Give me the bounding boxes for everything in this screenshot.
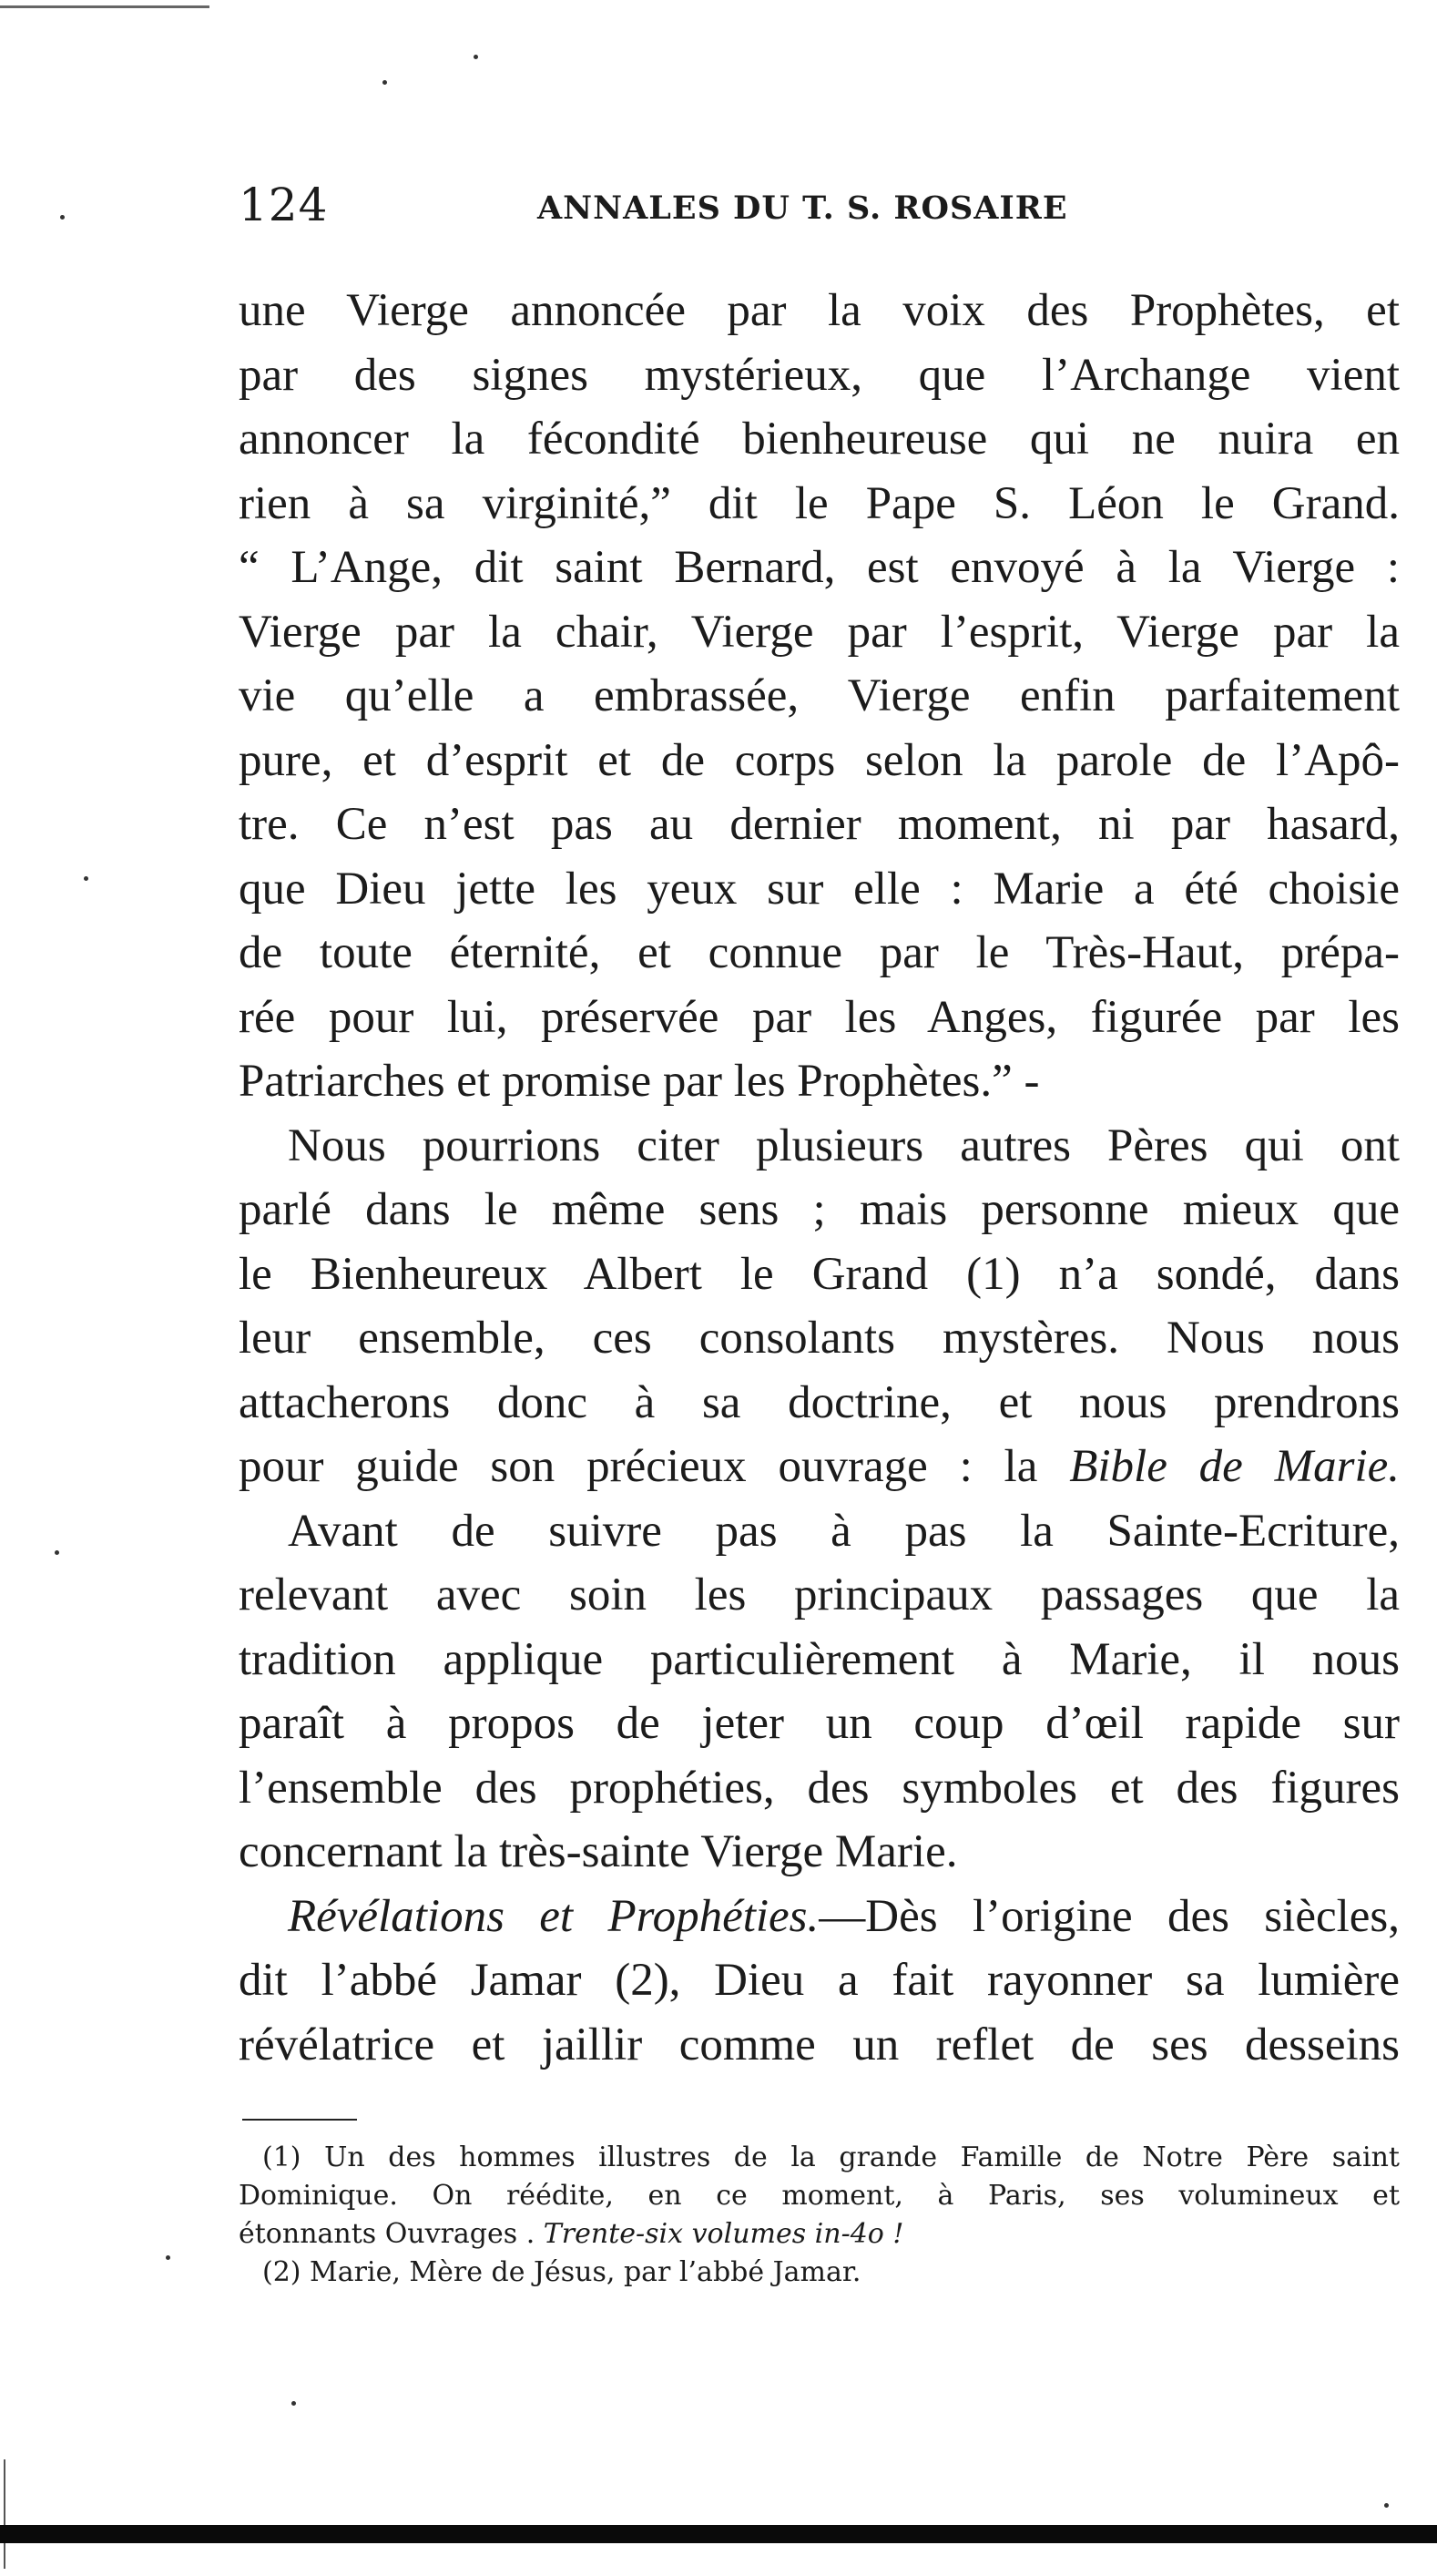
footnote-italic: Trente-six volumes in-4o ! [543,2218,904,2250]
text-segment: étonnants Ouvrages . [239,2218,535,2250]
body-text [239,279,1400,2077]
text-line: le Bienheureux Albert le Grand (1) n’a sondé, dans [239,1248,1400,1300]
text-line: dit l’abbé Jamar (2), Dieu a fait rayonner sa lumière [239,1955,1400,2006]
text-line: rien à sa virginité,” dit le Pape S. Léon le Grand. [239,477,1400,529]
text-line: par des signes mystérieux, que l’Archange vient [239,349,1400,401]
footnote-line [239,2215,1400,2254]
text-segment: pour guide son précieux ouvrage : la [239,1441,1038,1492]
scan-speck [291,2401,296,2406]
text-line: leur ensemble, ces consolants mystères. Nous nous [239,1313,1400,1364]
text-line: de toute éternité, et connue par le Très-Haut, prépa- [239,927,1400,978]
text-line [239,1435,1400,1499]
bottom-scan-bar [0,2525,1437,2543]
scan-speck [55,1550,59,1555]
book-title-italic: Bible de Marie. [1069,1441,1400,1492]
text-line: paraît à propos de jeter un coup d’œil rapide sur [239,1698,1400,1749]
scan-speck [60,215,65,220]
text-line: une Vierge annoncée par la voix des Prophètes, et [239,285,1400,336]
footnote-line: Dominique. On réédite, en ce moment, à Paris, ses volumineux et [239,2180,1400,2212]
footnote-separator-rule [242,2119,357,2121]
text-line: annoncer la fécondité bienheureuse qui ne nuira en [239,414,1400,465]
text-line: relevant avec soin les principaux passages que la [239,1569,1400,1620]
text-line: vie qu’elle a embrassée, Vierge enfin parfaitement [239,670,1400,721]
text-line: Vierge par la chair, Vierge par l’esprit, Vierge par la [239,606,1400,658]
left-edge-mark [4,2459,5,2569]
running-title: ANNALES DU T. S. ROSAIRE [537,189,1068,227]
footnote-line: (1) Un des hommes illustres de la grande Famille de Notre Père saint [262,2142,1400,2173]
footnotes [239,2139,1400,2292]
text-line: concernant la très-sainte Vierge Marie. [239,1826,958,1877]
page-number: 124 [239,179,329,231]
footnote-line: (2) Marie, Mère de Jésus, par l’abbé Jamar. [262,2256,861,2288]
text-line: l’ensemble des prophéties, des symboles et des figures [239,1762,1400,1814]
text-line: rée pour lui, préservée par les Anges, figurée par les [239,991,1400,1043]
paragraph-start-line [239,1885,1400,1949]
scan-speck [474,55,478,59]
paragraph-start-line: Avant de suivre pas à pas la Sainte-Ecriture, [288,1505,1400,1557]
text-line: révélatrice et jaillir comme un reflet de ses desseins [239,2019,1400,2070]
text-line: que Dieu jette les yeux sur elle : Marie a été choisie [239,863,1400,915]
text-line: attacherons donc à sa doctrine, et nous prendrons [239,1376,1400,1428]
scan-speck [84,876,88,881]
text-segment: —Dès l’origine des siècles, [819,1890,1400,1942]
text-line: tradition applique particulièrement à Marie, il nous [239,1633,1400,1685]
page-header [0,179,1437,242]
text-line: Patriarches et promise par les Prophètes.” - [239,1056,1040,1107]
text-line: “ L’Ange, dit saint Bernard, est envoyé à la Vierge : [239,542,1400,593]
text-line: tre. Ce n’est pas au dernier moment, ni par hasard, [239,799,1400,850]
paragraph-start-line: Nous pourrions citer plusieurs autres Pères qui ont [288,1119,1400,1171]
text-line: parlé dans le même sens ; mais personne mieux que [239,1184,1400,1235]
top-edge-smudge [0,5,209,8]
scan-speck [382,80,387,85]
text-line: pure, et d’esprit et de corps selon la parole de l’Apô- [239,734,1400,786]
section-heading-italic: Révélations et Prophéties. [288,1890,820,1942]
scan-speck [166,2255,170,2260]
scan-speck [1384,2503,1389,2508]
